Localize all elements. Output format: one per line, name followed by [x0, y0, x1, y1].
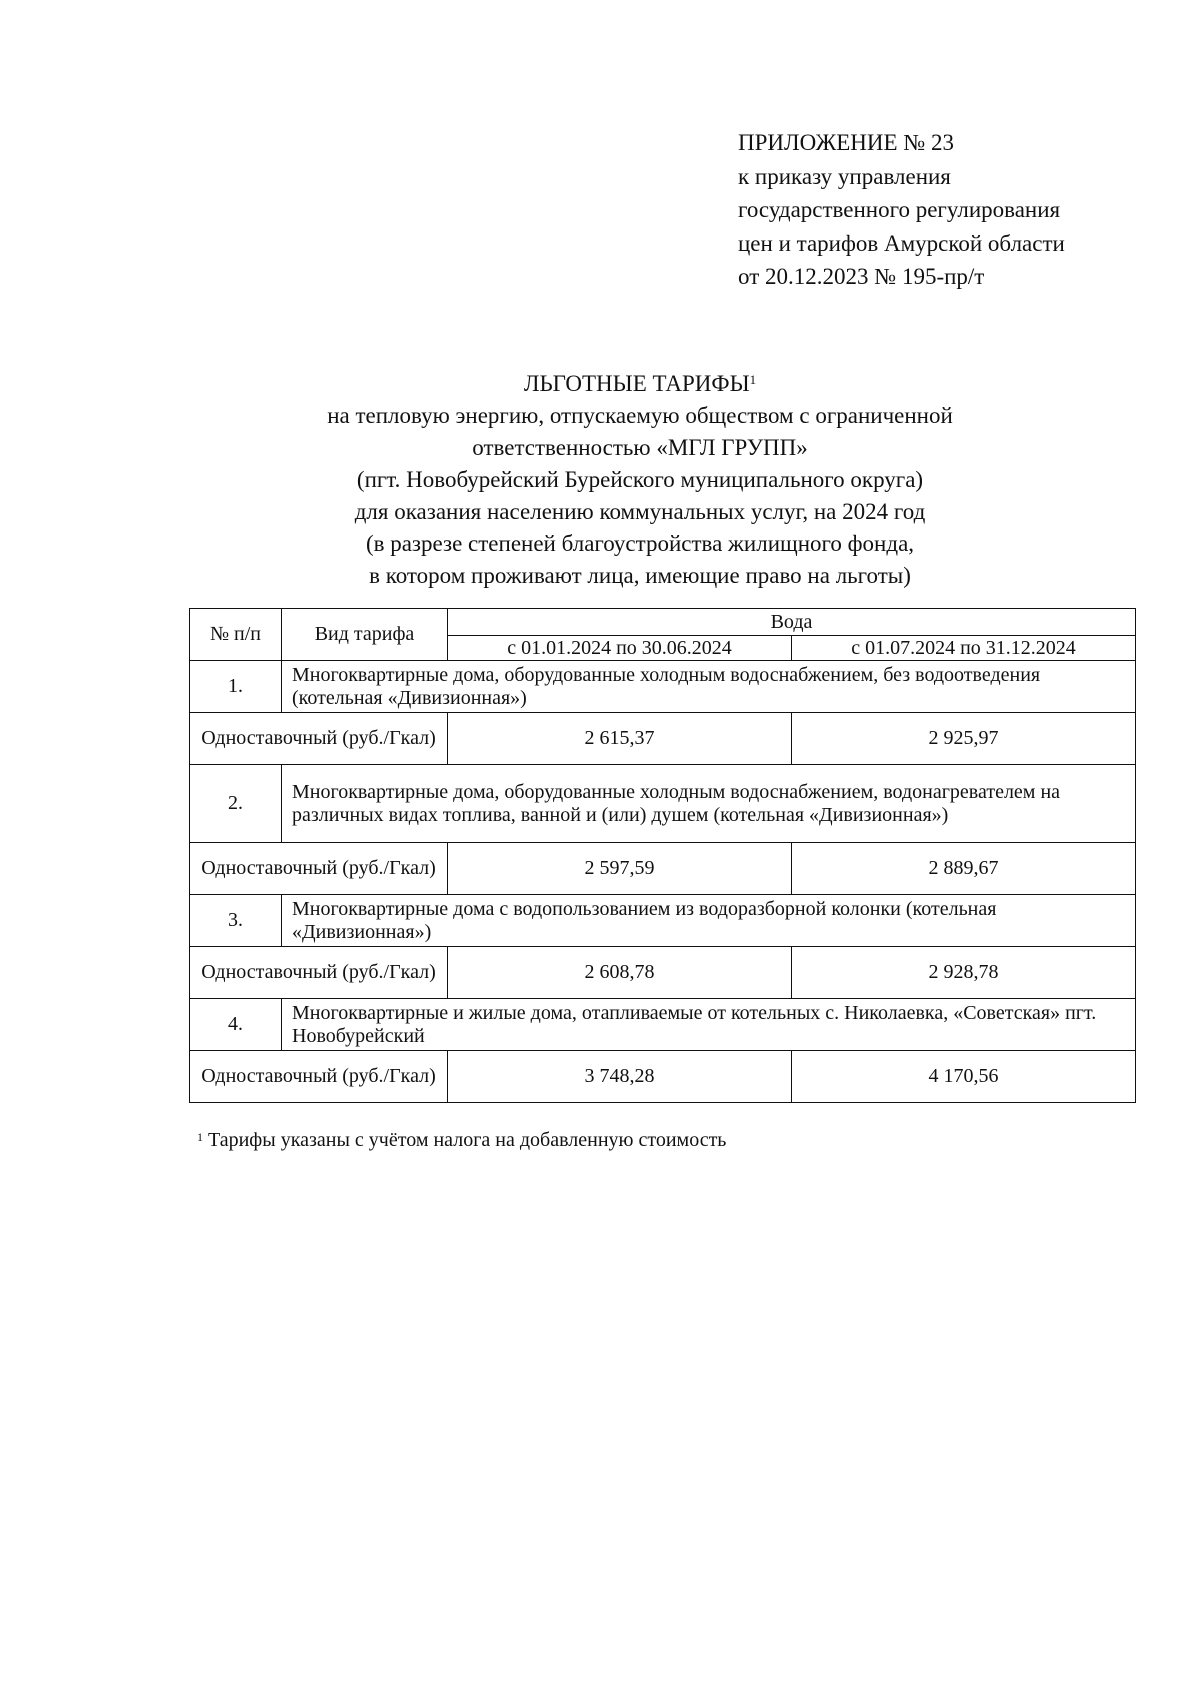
row-value-period-1: 2 615,37: [448, 713, 792, 765]
row-category: Многоквартирные дома, оборудованные холодным водоснабжением, без водоотведения (котельная «Дивизионная»): [282, 661, 1136, 713]
row-value-period-1: 3 748,28: [448, 1051, 792, 1103]
row-value-period-2: 2 889,67: [792, 843, 1136, 895]
table-row: [190, 947, 1136, 999]
footnote-mark: 1: [749, 372, 757, 387]
table-row: [190, 843, 1136, 895]
row-tariff-type: Одноставочный (руб./Гкал): [190, 843, 448, 895]
header-tariff-type: Вид тарифа: [282, 609, 448, 661]
row-tariff-type: Одноставочный (руб./Гкал): [190, 713, 448, 765]
appendix-block: [738, 126, 1065, 294]
row-category: Многоквартирные дома, оборудованные холодным водоснабжением, водонагревателем на различных видах топлива, ванной и (или) душем (котельная «Дивизионная»): [282, 765, 1136, 843]
title-line: (в разрезе степеней благоустройства жилищного фонда,: [365, 531, 915, 556]
title-line: (пгт. Новобурейский Бурейского муниципального округа): [356, 467, 924, 492]
row-value-period-2: 4 170,56: [792, 1051, 1136, 1103]
row-value-period-1: 2 608,78: [448, 947, 792, 999]
appendix-line: от 20.12.2023 № 195-пр/т: [738, 264, 985, 289]
tariff-table: [189, 608, 1136, 1103]
row-value-period-1: 2 597,59: [448, 843, 792, 895]
appendix-line: к приказу управления: [738, 163, 951, 189]
title-heading: ЛЬГОТНЫЕ ТАРИФЫ$^1$: [523, 371, 757, 396]
row-num: 4.: [190, 999, 282, 1051]
header-period-1: с 01.01.2024 по 30.06.2024: [448, 636, 792, 661]
row-num: 2.: [190, 765, 282, 843]
appendix-line: государственного регулирования: [738, 197, 1061, 222]
row-tariff-type: Одноставочный (руб./Гкал): [190, 1051, 448, 1103]
header-num: № п/п: [190, 609, 282, 661]
row-tariff-type: Одноставочный (руб./Гкал): [190, 947, 448, 999]
row-category: Многоквартирные и жилые дома, отапливаемые от котельных с. Николаевка, «Советская» пгт. Новобурейский: [282, 999, 1136, 1051]
title-line: для оказания населению коммунальных услуг, на 2024 год: [354, 499, 926, 524]
header-period-2: с 01.07.2024 по 31.12.2024: [792, 636, 1136, 661]
table-row: [190, 661, 1136, 713]
table-row: [190, 999, 1136, 1051]
table-row: [190, 1051, 1136, 1103]
appendix-line: ПРИЛОЖЕНИЕ № 23: [738, 130, 955, 155]
table-row: [190, 765, 1136, 843]
title-line: в котором проживают лица, имеющие право на льготы): [369, 563, 911, 588]
document-title: [140, 368, 1140, 592]
row-num: 1.: [190, 661, 282, 713]
title-line: на тепловую энергию, отпускаемую обществом с ограниченной: [327, 403, 953, 428]
footnote-text: Тарифы указаны с учётом налога на добавленную стоимость: [208, 1129, 727, 1151]
appendix-line: цен и тарифов Амурской области: [738, 230, 1065, 256]
row-category: Многоквартирные дома с водопользованием из водоразборной колонки (котельная «Дивизионная»): [282, 895, 1136, 947]
table-row: [190, 713, 1136, 765]
title-line: ответственностью «МГЛ ГРУПП»: [472, 435, 808, 460]
footnote: [197, 1128, 726, 1152]
header-water: Вода: [448, 609, 1136, 636]
row-value-period-2: 2 928,78: [792, 947, 1136, 999]
footnote-mark: 1: [197, 1130, 203, 1144]
row-num: 3.: [190, 895, 282, 947]
table-row: [190, 895, 1136, 947]
row-value-period-2: 2 925,97: [792, 713, 1136, 765]
